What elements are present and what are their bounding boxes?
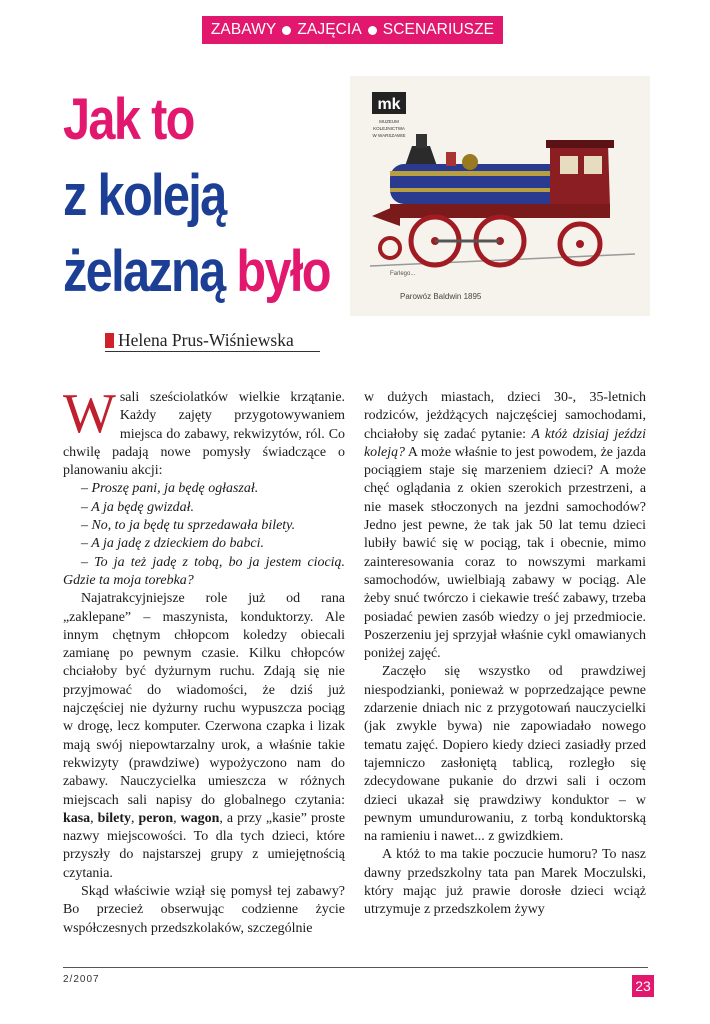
section-item: ZABAWY: [210, 21, 277, 38]
title-line-1: Jak to: [63, 87, 194, 152]
separator: ,: [90, 810, 98, 826]
paragraph: [63, 883, 345, 938]
keyword: bilety: [97, 810, 131, 826]
keyword: kasa: [63, 810, 91, 826]
paragraph: [364, 663, 646, 846]
locomotive-photo: [350, 76, 650, 316]
italic-question: A któż dzisiaj jeździ koleją?: [364, 426, 646, 460]
article-title: [63, 82, 330, 310]
separator: ,: [173, 810, 181, 826]
logo-caption-line: W WARSZAWIE: [372, 133, 406, 138]
drop-cap: W: [63, 383, 116, 445]
photo-caption: Parowóz Baldwin 1895: [400, 292, 482, 301]
author-byline: [105, 330, 294, 351]
paragraph-text: , a przy „kasie” proste nazwy miejscowości. To dla tych dzieci, które przyszły do najstarszej grupy z umiejętnością czytania.: [63, 810, 346, 881]
section-item: ZAJĘCIA: [297, 21, 362, 38]
keyword: peron: [138, 810, 174, 826]
locomotive-illustration: [370, 134, 635, 266]
issue-number: 2/2007: [63, 974, 100, 985]
illustration-signature: Farlego...: [390, 271, 416, 277]
dialogue: [63, 480, 345, 590]
byline-underline: [105, 351, 320, 352]
paragraph-text: Skąd właściwie wziął się pomysł tej zabawy? Bo przecież obserwując codzienne życie współczesnych przedszkolaków, szczególnie: [63, 884, 345, 936]
museum-logo: [372, 92, 406, 138]
section-banner: [202, 16, 503, 44]
logo-initials: mk: [377, 96, 401, 113]
paragraph: [63, 590, 345, 883]
paragraph-text: A może właśnie to jest powodem, że jazda pociągiem staje się marzeniem dzieci? A może chęć oglądania z okien szerokich przestrzeni, a nie masek stłoczonych na jezdni samochodów? Jedno jest pewne, że tak jak 50 lat temu dzieci lubiły bawić się w pociąg, tak i obecnie, mimo zainteresowania coraz to nowszymi markami samochodów, uwielbiają zabawy w pociąg. Ale żeby snuć twórczo i ciekawie treść zabawy, trzeba posiadać pewien zasób wiedzy o jej przedmiocie. Poszerzeniu jej sprzyjał właśnie cykl omawianych poniżej zajęć.: [364, 444, 646, 662]
footer-divider: [63, 967, 648, 968]
logo-caption-line: KOLEJNICTWA: [373, 126, 405, 131]
title-line-3a: żelazną: [63, 239, 225, 304]
paragraph-text: Najatrakcyjniejsze role już od rana „zaklepane” – maszynista, konduktorzy. Ale innym chętnym chłopcom koledzy obiecali zamianę po pewnym czasie. Kilku chłopców chciałoby być dyżurnym ruchu. Zdają się nie przyjmować do wiadomości, że dziś już najczęściej nie dyżurny ruchu wypuszcza pociąg w drogę, lecz komputer. Czerwona czapka i lizak mają swój niepowtarzalny urok, a właśnie takie rekwizyty (prawdziwe) wypożyczono nam do zabawy. Nauczycielka umieszcza w różnych miejscach sali napisy do globalnego czytania:: [63, 591, 345, 808]
section-item: SCENARIUSZE: [382, 21, 495, 38]
author-name: Helena Prus-Wiśniewska: [118, 330, 294, 350]
bullet-icon: [368, 26, 377, 35]
dialogue-line: – No, to ja będę tu sprzedawała bilety.: [81, 518, 296, 534]
dialogue-line: – Proszę pani, ja będę ogłaszał.: [81, 481, 259, 497]
bullet-icon: [282, 26, 291, 35]
paragraph-text: w dużych miastach, dzieci 30-, 35-letnich rodziców, jeżdżących najczęściej samochodami, chciałoby się zadać pytanie:: [364, 390, 646, 442]
paragraph-text: sali sześciolatków wielkie krzątanie. Każdy zajęty przygotowywaniem miejsca do zabawy, rekwizytów, ról. Co chwilę padają nowe pomysły świadczące o planowaniu akcji:: [63, 390, 345, 479]
paragraph: [364, 846, 646, 919]
paragraph-text: A któż to ma takie poczucie humoru? To nasz dawny przedszkolny tata pan Marek Moczulski, który mając już prawie dorosłe dzieci wciąż utrzymuje z przedszkolem żywy: [364, 847, 646, 918]
title-line-3b: było: [224, 239, 330, 304]
separator: ,: [130, 810, 139, 826]
paragraph: [63, 383, 345, 480]
dialogue-line: – A ja jadę z dzieckiem do babci.: [81, 536, 264, 552]
page-number: 23: [632, 975, 654, 997]
logo-caption-line: MUZEUM: [379, 119, 399, 124]
article-column-1: [63, 383, 346, 938]
paragraph: [364, 389, 646, 663]
dialogue-line: – To ja też jadę z tobą, bo ja jestem ciocią. Gdzie ta moja torebka?: [63, 554, 345, 588]
article-column-2: [364, 389, 646, 920]
title-line-2: z koleją: [63, 163, 226, 228]
keyword: wagon: [180, 810, 220, 826]
dialogue-line: – A ja będę gwizdał.: [81, 499, 194, 515]
byline-marker: [105, 333, 114, 348]
paragraph-text: Zaczęło się wszystko od prawdziwej niespodzianki, ponieważ w poprzedzające pewne zdarzenie dniach nic z przygotowań nauczycielki (jak zwykle bywa) nie zapowiadało nowego tematu zajęć. Dopiero kiedy dzieci zasiadły przed tajemniczo zasłoniętą tablicą, rozległo się zdecydowane pukanie do drzwi sali i oczom dzieci ukazał się prawdziwy konduktor – w pewnym umundurowaniu, z torbą konduktorską na ramieniu i nawet... z gwizdkiem.: [364, 664, 646, 845]
